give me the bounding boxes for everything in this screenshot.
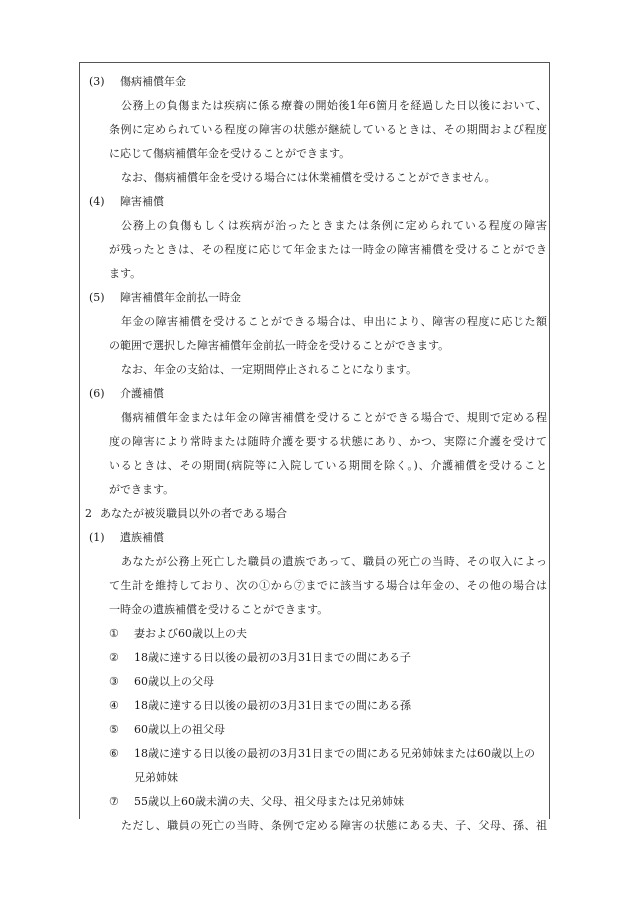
paragraph-line: て生計を維持しており、次の①から⑦までに該当する場合は年金の、その他の場合は [109, 579, 547, 592]
list-item [85, 790, 547, 814]
list-text: 18歳に達する日以後の最初の3月31日までの間にある子 [134, 651, 411, 664]
section-number: (3) [89, 75, 105, 88]
list-marker: ⑥ [109, 747, 119, 760]
section-number: (5) [89, 291, 105, 304]
list-marker: ④ [109, 699, 119, 712]
list-text: 18歳に達する日以後の最初の3月31日までの間にある兄弟姉妹または60歳以上の [134, 747, 535, 760]
section-title: 介護補償 [120, 387, 164, 400]
paragraph-line: 公務上の負傷もしくは疾病が治ったときまたは条例に定められている程度の障害 [121, 219, 547, 232]
list-item [85, 742, 547, 766]
paragraph-line: 一時金の遺族補償を受けることができます。 [109, 603, 329, 616]
part-heading [85, 502, 547, 526]
section-title: 傷病補償年金 [120, 75, 186, 88]
paragraph-line: ます。 [109, 267, 142, 280]
list-item [85, 718, 547, 742]
section-heading [85, 286, 547, 310]
paragraph-line: ができます。 [109, 483, 175, 496]
list-item [85, 646, 547, 670]
section-title: 遺族補償 [120, 531, 164, 544]
list-marker: ② [109, 651, 119, 664]
paragraph-line: の範囲で選択した障害補償年金前払一時金を受けることができます。 [109, 339, 450, 352]
section-heading [85, 190, 547, 214]
section-number: (4) [89, 195, 105, 208]
list-marker: ① [109, 627, 119, 640]
list-item [85, 622, 547, 646]
list-marker: ⑦ [109, 795, 119, 808]
paragraph-line: なお、年金の支給は、一定期間停止されることになります。 [121, 363, 418, 376]
section-heading [85, 526, 547, 550]
paragraph-line: 条例に定められている程度の障害の状態が継続しているときは、その期間および程度 [109, 123, 547, 136]
paragraph-line: 度の障害により常時または随時介護を要する状態にあり、かつ、実際に介護を受けて [109, 435, 547, 448]
document-body [85, 70, 547, 838]
list-marker: ③ [109, 675, 119, 688]
list-item [85, 694, 547, 718]
list-text: 妻および60歳以上の夫 [134, 627, 247, 640]
section-title: 障害補償年金前払一時金 [120, 291, 241, 304]
paragraph-line: に応じて傷病補償年金を受けることができます。 [109, 147, 351, 160]
list-text: 60歳以上の祖父母 [134, 723, 225, 736]
section-number: (6) [89, 387, 105, 400]
section-heading [85, 382, 547, 406]
paragraph-line: なお、傷病補償年金を受ける場合には休業補償を受けることができません。 [121, 171, 496, 184]
paragraph-line: あなたが公務上死亡した職員の遺族であって、職員の死亡の当時、その収入によっ [121, 555, 547, 568]
paragraph-line: が残ったときは、その程度に応じて年金または一時金の障害補償を受けることができ [109, 243, 547, 256]
section-title: 障害補償 [120, 195, 164, 208]
list-text: 55歳以上60歳未満の夫、父母、祖父母または兄弟姉妹 [134, 795, 404, 808]
part-title: あなたが被災職員以外の者である場合 [100, 507, 287, 520]
paragraph-line: 公務上の負傷または疾病に係る療養の開始後1年6箇月を経過した日以後において、 [121, 99, 547, 112]
section-number: (1) [89, 531, 105, 544]
paragraph-line: いるときは、その期間(病院等に入院している期間を除く。)、介護補償を受けること [109, 459, 547, 472]
list-item [85, 670, 547, 694]
list-text: 18歳に達する日以後の最初の3月31日までの間にある孫 [134, 699, 411, 712]
list-text: 60歳以上の父母 [134, 675, 214, 688]
part-number: 2 [85, 507, 92, 520]
paragraph-line: ただし、職員の死亡の当時、条例で定める障害の状態にある夫、子、父母、孫、祖 [121, 819, 547, 832]
paragraph-line: 年金の障害補償を受けることができる場合は、申出により、障害の程度に応じた額 [121, 315, 547, 328]
paragraph-line: 傷病補償年金または年金の障害補償を受けることができる場合で、規則で定める程 [121, 411, 547, 424]
list-item-continuation: 兄弟姉妹 [134, 771, 178, 784]
list-marker: ⑤ [109, 723, 119, 736]
section-heading [85, 70, 547, 94]
